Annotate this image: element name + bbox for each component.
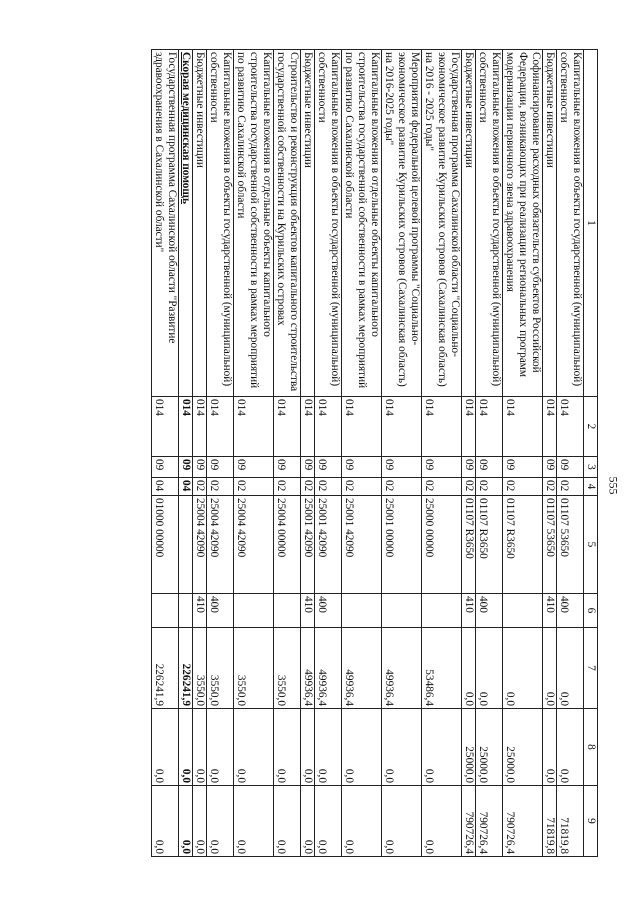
amount-1-cell: 226241,9	[178, 627, 192, 708]
section-cell: 09	[542, 456, 556, 477]
admin-code-cell: 014	[461, 396, 475, 456]
column-header: 8	[583, 708, 597, 785]
amount-2-cell: 0,0	[192, 708, 206, 785]
expense-type-cell	[178, 593, 192, 627]
section-cell: 09	[206, 456, 233, 477]
table-row	[461, 49, 475, 856]
amount-1-cell: 3550,0	[192, 627, 206, 708]
amount-1-cell: 3550,0	[233, 627, 273, 708]
amount-2-cell: 25000,0	[475, 708, 502, 785]
admin-code-cell: 014	[341, 396, 381, 456]
subsection-cell: 02	[556, 477, 583, 495]
expense-type-cell: 410	[192, 593, 206, 627]
subsection-cell: 02	[192, 477, 206, 495]
target-article-cell: 25001 42090	[314, 495, 341, 593]
amount-1-cell: 0,0	[502, 627, 542, 708]
amount-1-cell: 0,0	[461, 627, 475, 708]
subsection-cell: 02	[314, 477, 341, 495]
subsection-cell: 02	[206, 477, 233, 495]
amount-2-cell: 0,0	[273, 708, 300, 785]
admin-code-cell: 014	[300, 396, 314, 456]
amount-3-cell: 0,0	[151, 785, 178, 856]
amount-2-cell: 0,0	[178, 708, 192, 785]
expense-type-cell: 410	[542, 593, 556, 627]
amount-2-cell: 0,0	[151, 708, 178, 785]
section-cell: 09	[421, 456, 461, 477]
expense-type-cell: 400	[556, 593, 583, 627]
amount-3-cell: 0,0	[341, 785, 381, 856]
amount-1-cell: 49936,4	[314, 627, 341, 708]
subsection-cell: 02	[341, 477, 381, 495]
amount-3-cell: 0,0	[233, 785, 273, 856]
section-cell: 09	[192, 456, 206, 477]
section-cell: 09	[461, 456, 475, 477]
row-name-cell: Бюджетные инвестиции	[542, 49, 556, 396]
row-name-cell: Строительство и реконструкция объектов капитального строительства государственной собственности на Курильских островах	[273, 49, 300, 396]
row-name-cell: Капитальные вложения в объекты государственной (муниципальной) собственности	[475, 49, 502, 396]
rotated-table-wrapper	[43, 49, 598, 856]
amount-3-cell: 0,0	[273, 785, 300, 856]
section-cell: 09	[273, 456, 300, 477]
amount-2-cell: 0,0	[556, 708, 583, 785]
section-cell: 09	[178, 456, 192, 477]
column-header: 9	[583, 785, 597, 856]
admin-code-cell: 014	[381, 396, 421, 456]
amount-3-cell: 790726,4	[502, 785, 542, 856]
admin-code-cell: 014	[192, 396, 206, 456]
subsection-cell: 02	[381, 477, 421, 495]
target-article-cell: 01107 53650	[556, 495, 583, 593]
admin-code-cell: 014	[233, 396, 273, 456]
column-header: 5	[583, 495, 597, 593]
section-cell: 09	[300, 456, 314, 477]
admin-code-cell: 014	[556, 396, 583, 456]
target-article-cell: 25000 00000	[421, 495, 461, 593]
target-article-cell: 25004 42090	[192, 495, 206, 593]
subsection-cell: 02	[502, 477, 542, 495]
expense-type-cell	[151, 593, 178, 627]
row-name-cell: Капитальные вложения в объекты государственной (муниципальной) собственности	[556, 49, 583, 396]
expense-type-cell	[421, 593, 461, 627]
admin-code-cell: 014	[314, 396, 341, 456]
section-cell: 09	[314, 456, 341, 477]
admin-code-cell: 014	[206, 396, 233, 456]
row-name-cell: Государственная программа Сахалинской области "Развитие здравоохранения в Сахалинской области"	[151, 49, 178, 396]
row-name-cell: Капитальные вложения в объекты государственной (муниципальной) собственности	[206, 49, 233, 396]
target-article-cell: 01107 R3650	[502, 495, 542, 593]
admin-code-cell: 014	[502, 396, 542, 456]
column-header: 1	[583, 49, 597, 396]
row-name-cell: Бюджетные инвестиции	[300, 49, 314, 396]
subsection-cell: 02	[233, 477, 273, 495]
amount-3-cell: 0,0	[421, 785, 461, 856]
subsection-cell: 04	[151, 477, 178, 495]
expense-type-cell	[381, 593, 421, 627]
row-name-cell: Софинансирование расходных обязательств субъектов Российской Федерации, возникающих при реализации региональных программ модернизации первичного звена здравоохранения	[502, 49, 542, 396]
target-article-cell: 01107 R3650	[475, 495, 502, 593]
admin-code-cell: 014	[421, 396, 461, 456]
row-name-cell: Мероприятия федеральной целевой программы "Социально-экономическое развитие Курильских островов (Сахалинская область) на 2016-2025 годы"	[381, 49, 421, 396]
expense-type-cell: 400	[314, 593, 341, 627]
table-row	[502, 49, 542, 856]
target-article-cell: 25001 42090	[341, 495, 381, 593]
amount-1-cell: 49936,4	[341, 627, 381, 708]
amount-3-cell: 0,0	[192, 785, 206, 856]
table-row	[381, 49, 421, 856]
section-cell: 09	[556, 456, 583, 477]
amount-2-cell: 0,0	[341, 708, 381, 785]
target-article-cell: 01107 R3650	[461, 495, 475, 593]
section-cell: 09	[341, 456, 381, 477]
subsection-cell: 02	[542, 477, 556, 495]
amount-2-cell: 25000,0	[502, 708, 542, 785]
amount-1-cell: 53486,4	[421, 627, 461, 708]
table-row	[206, 49, 233, 856]
expense-type-cell: 400	[475, 593, 502, 627]
amount-2-cell: 25000,0	[461, 708, 475, 785]
expense-type-cell	[273, 593, 300, 627]
header-row	[583, 49, 597, 856]
amount-1-cell: 3550,0	[273, 627, 300, 708]
section-cell: 09	[475, 456, 502, 477]
amount-2-cell: 0,0	[381, 708, 421, 785]
amount-3-cell: 790726,4	[461, 785, 475, 856]
table-row	[556, 49, 583, 856]
amount-3-cell: 790726,4	[475, 785, 502, 856]
subsection-cell: 02	[273, 477, 300, 495]
amount-3-cell: 0,0	[314, 785, 341, 856]
subsection-cell: 02	[461, 477, 475, 495]
column-header: 6	[583, 593, 597, 627]
expense-type-cell	[341, 593, 381, 627]
amount-2-cell: 0,0	[542, 708, 556, 785]
target-article-cell: 25004 42090	[233, 495, 273, 593]
amount-2-cell: 0,0	[233, 708, 273, 785]
table-row	[314, 49, 341, 856]
amount-2-cell: 0,0	[300, 708, 314, 785]
admin-code-cell: 014	[273, 396, 300, 456]
target-article-cell: 25004 42090	[206, 495, 233, 593]
amount-2-cell: 0,0	[314, 708, 341, 785]
admin-code-cell: 014	[178, 396, 192, 456]
target-article-cell: 01107 53650	[542, 495, 556, 593]
amount-3-cell: 0,0	[381, 785, 421, 856]
expense-type-cell	[502, 593, 542, 627]
table-row	[475, 49, 502, 856]
amount-1-cell: 226241,9	[151, 627, 178, 708]
table-row	[300, 49, 314, 856]
subsection-cell: 04	[178, 477, 192, 495]
amount-3-cell: 0,0	[206, 785, 233, 856]
table-row	[542, 49, 556, 856]
amount-1-cell: 0,0	[542, 627, 556, 708]
expense-type-cell: 410	[300, 593, 314, 627]
row-name-cell: Бюджетные инвестиции	[192, 49, 206, 396]
admin-code-cell: 014	[151, 396, 178, 456]
amount-1-cell: 0,0	[556, 627, 583, 708]
row-name-text: Скорая медицинская помощь	[179, 51, 192, 204]
amount-2-cell: 0,0	[421, 708, 461, 785]
column-header: 3	[583, 456, 597, 477]
target-article-cell: 25001 42090	[300, 495, 314, 593]
subsection-cell: 02	[300, 477, 314, 495]
page-number: 555	[606, 476, 621, 495]
expense-type-cell: 410	[461, 593, 475, 627]
amount-1-cell: 3550,0	[206, 627, 233, 708]
amount-1-cell: 49936,4	[300, 627, 314, 708]
table-row	[192, 49, 206, 856]
section-cell: 09	[502, 456, 542, 477]
amount-2-cell: 0,0	[206, 708, 233, 785]
row-name-cell: Капитальные вложения в отдельные объекты капитального строительства государственной собственности в рамках мероприятий по развитию Сахалинской области	[341, 49, 381, 396]
table-row	[233, 49, 273, 856]
subsection-cell: 02	[475, 477, 502, 495]
section-cell: 09	[381, 456, 421, 477]
subsection-cell: 02	[421, 477, 461, 495]
target-article-cell: 25001 00000	[381, 495, 421, 593]
section-cell: 09	[233, 456, 273, 477]
section-cell: 09	[151, 456, 178, 477]
row-name-cell: Государственная программа Сахалинской области "Социально-экономическое развитие Курильских островов (Сахалинская область) на 2016 - 2025 годы"	[421, 49, 461, 396]
table-row	[178, 49, 192, 856]
row-name-cell: Капитальные вложения в отдельные объекты капитального строительства государственной собственности в рамках мероприятий по развитию Сахалинской области	[233, 49, 273, 396]
table-row	[341, 49, 381, 856]
row-name-cell: Капитальные вложения в объекты государственной (муниципальной) собственности	[314, 49, 341, 396]
target-article-cell: 25004 00000	[273, 495, 300, 593]
amount-3-cell: 71819,8	[542, 785, 556, 856]
admin-code-cell: 014	[475, 396, 502, 456]
target-article-cell: 01000 00000	[151, 495, 178, 593]
expense-type-cell	[233, 593, 273, 627]
column-header: 7	[583, 627, 597, 708]
amount-3-cell: 71819,8	[556, 785, 583, 856]
amount-1-cell: 0,0	[475, 627, 502, 708]
admin-code-cell: 014	[542, 396, 556, 456]
amount-1-cell: 49936,4	[381, 627, 421, 708]
row-name-cell	[178, 49, 192, 396]
row-name-cell: Бюджетные инвестиции	[461, 49, 475, 396]
target-article-cell	[178, 495, 192, 593]
amount-3-cell: 0,0	[300, 785, 314, 856]
amount-3-cell: 0,0	[178, 785, 192, 856]
table-row	[421, 49, 461, 856]
table-row	[151, 49, 178, 856]
expense-type-cell: 400	[206, 593, 233, 627]
column-header: 2	[583, 396, 597, 456]
budget-table	[151, 49, 598, 857]
column-header: 4	[583, 477, 597, 495]
table-row	[273, 49, 300, 856]
